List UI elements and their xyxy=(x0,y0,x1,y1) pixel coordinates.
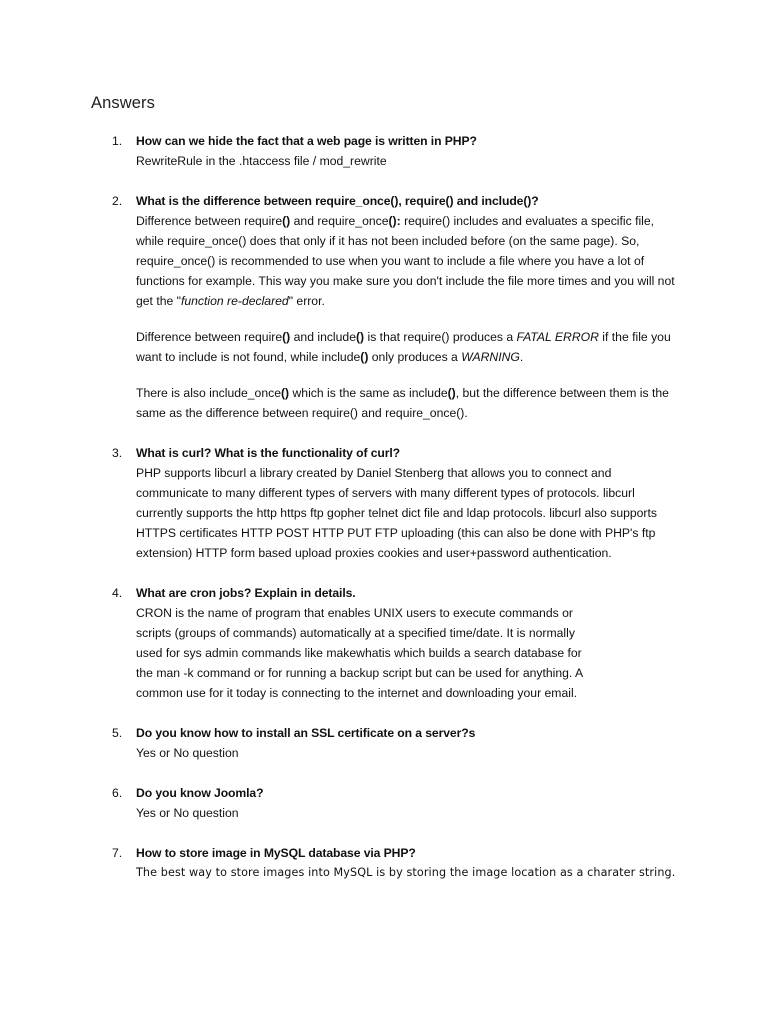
answer-text: which is the same as include xyxy=(289,386,448,400)
question-text: What is curl? What is the functionality of curl? xyxy=(136,446,401,460)
question-text: What are cron jobs? Explain in details. xyxy=(136,586,356,600)
answer-text: The best way to store images into MySQL is by storing the image location as a charater string. xyxy=(136,866,676,879)
answer-label-bold: () xyxy=(282,214,291,228)
answer-text: . xyxy=(519,350,524,364)
list-item xyxy=(0,783,768,823)
answer-text: " error. xyxy=(288,294,325,308)
answer-label-bold: (): xyxy=(388,214,401,228)
item-number: 5. xyxy=(112,726,123,740)
list-item xyxy=(0,843,768,883)
answer-text: There is also include_once xyxy=(136,386,281,400)
answer-bold: () xyxy=(447,386,456,400)
item-number: 4. xyxy=(112,586,123,600)
answer-text: PHP supports libcurl a library created by Daniel Stenberg that allows you to connect and communicate to many different types of servers with many different types of protocols. libcurl currently supports the http https ftp gopher telnet dict file and ldap protocols. libcurl also supports HTTPS certificates HTTP POST HTTP PUT FTP uploading (this can also be done with PHP's ftp extension) HTTP form based upload proxies cookies and user+password authentication. xyxy=(136,466,657,560)
answer-bold: () xyxy=(282,330,291,344)
answer-text: , but the difference between them is the same as the difference between require() and require_once(). xyxy=(136,386,669,420)
item-number: 2. xyxy=(112,194,123,208)
answer-paragraph xyxy=(136,383,678,423)
answer-text: RewriteRule in the .htaccess file / mod_rewrite xyxy=(136,154,387,168)
question-text: What is the difference between require_once(), require() and include()? xyxy=(136,194,539,208)
answers-list xyxy=(0,131,768,903)
answer-label: and require_once xyxy=(290,214,389,228)
answer-text: require() includes and evaluates a specific file, while require_once() does that only if it has not been included before (on the same page). So, require_once() is recommended to use when you want to include a file where you have a lot of functions for example. This way you make sure you don't include the file more times and you will not get the " xyxy=(136,214,675,308)
question-text: How to store image in MySQL database via PHP? xyxy=(136,846,416,860)
answer-bold: () xyxy=(355,330,365,344)
answer-bold: () xyxy=(360,350,369,364)
item-number: 7. xyxy=(112,846,123,860)
question-text: Do you know Joomla? xyxy=(136,786,264,800)
answer-text: Yes or No question xyxy=(136,806,239,820)
answer-paragraph xyxy=(136,327,678,367)
answer-italic: FATAL ERROR xyxy=(516,330,599,344)
answer-label: Difference between require xyxy=(136,214,283,228)
answer-bold: () xyxy=(280,386,290,400)
answer-text: CRON is the name of program that enables UNIX users to execute commands or scripts (groups of commands) automatically at a specified time/date. It is normally used for sys admin commands like makewhatis which builds a search database for the man -k command or for running a backup script but can be used for anything. A common use for it today is connecting to the internet and downloading your email. xyxy=(136,606,583,700)
list-item xyxy=(0,191,768,423)
answer-text: Yes or No question xyxy=(136,746,239,760)
answer-text: Difference between require xyxy=(136,330,283,344)
answer-italic: function re-declared xyxy=(180,294,289,308)
list-item xyxy=(0,723,768,763)
answer-paragraph xyxy=(136,211,678,311)
list-item xyxy=(0,131,768,171)
list-item xyxy=(0,583,768,703)
answer-text: is that require() produces a xyxy=(364,330,517,344)
answer-text: only produces a xyxy=(368,350,462,364)
answer-text: if the file you want to include is not found, while include xyxy=(136,330,671,364)
answer-text: and include xyxy=(290,330,356,344)
list-item xyxy=(0,443,768,563)
question-text: How can we hide the fact that a web page is written in PHP? xyxy=(136,134,477,148)
item-number: 1. xyxy=(112,134,123,148)
answer-italic: WARNING xyxy=(461,350,520,364)
question-text: Do you know how to install an SSL certificate on a server?s xyxy=(136,726,476,740)
page-heading: Answers xyxy=(91,94,155,112)
item-number: 6. xyxy=(112,786,123,800)
item-number: 3. xyxy=(112,446,123,460)
